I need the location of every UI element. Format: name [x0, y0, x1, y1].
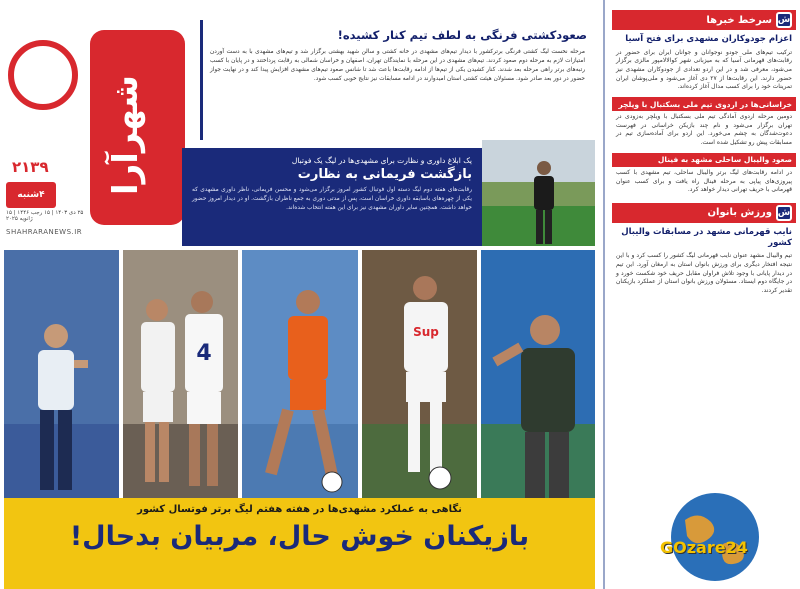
masthead [0, 0, 200, 250]
main-headline: بازیکنان خوش حال، مربیان بدحال! [69, 521, 530, 552]
main-headline-kicker: نگاهی به عملکرد مشهدی‌ها در هفته هفتم لیگ برتر فوتسال کشور [137, 504, 462, 515]
column-divider [603, 0, 605, 589]
person-silhouette [530, 158, 558, 246]
photo-coach-left [4, 250, 119, 498]
weekday-badge: ۴شنبه [6, 182, 56, 208]
orange-player-figure [260, 286, 350, 496]
main-headline-banner [4, 498, 595, 589]
women-sports-header [612, 203, 796, 223]
sidebar-item-volleyball-body: در ادامه رقابت‌های لیگ برتر والیبال ساحلی، تیم مشهدی با کسب پیروزی‌های پیاپی به مرحله فینال راه یافت و برای کسب عنوان قهرمانی با حریف تهرانی دیدار خواهد کرد. [616, 168, 792, 194]
photo-white-player [362, 250, 477, 498]
sidebar-item-judo-body: ترکیب تیم‌های ملی جودو نوجوانان و جوانان ایران برای حضور در رقابت‌های قهرمانی آسیا که به میزبانی شهر کوالالامپور مالزی برگزار می‌شود، معرفی شد و در این اردو تعدادی از جودوکاران مشهدی نیز حضور دارند. این رقابت‌ها از ۲۷ دی آغاز می‌شود و ملی‌پوشان ایران تمرینات خود را برای کسب مدال آغاز کرده‌اند. [616, 48, 792, 91]
sidebar-item-basketball-body: دومین مرحله اردوی آمادگی تیم ملی بسکتبال با ویلچر به‌زودی در تهران برگزار می‌شود و نام چند بازیکن خراسانی در فهرست دعوت‌شدگان به چشم می‌خورد. این اردو برای آماده‌سازی تیم در مسابقات پیش رو تشکیل شده است. [616, 113, 792, 147]
logo-wordmark: شهرآرا [106, 75, 146, 195]
sidebar-header-label: سرخط خبرها [706, 14, 772, 26]
referee-story-banner [182, 148, 482, 246]
women-sports-header-label: ورزش بانوان [707, 207, 772, 219]
issue-number: ۲۱۳۹ [12, 158, 49, 176]
watermark-text: GOzare24 [660, 538, 748, 557]
photo-celebrating-players [123, 250, 238, 498]
sidebar-item-basketball-title: خراسانی‌ها در اردوی تیم ملی بسکتبال با ویلچر [612, 97, 796, 111]
newspaper-logo [80, 10, 195, 240]
referee-story-kicker: یک ابلاغ داوری و نظارت برای مشهدی‌ها در لیگ یک فوتبال [291, 156, 472, 165]
svg-text:Sup: Sup [412, 325, 439, 339]
photo-coach-right [481, 250, 595, 498]
sidebar-header [612, 10, 796, 30]
referee-story-body: رقابت‌های هفته دوم لیگ دسته اول فوتبال کشور امروز برگزار می‌شود و محسن فریمانی، ناظر داوری مشهدی که یکی از چهره‌های باسابقه داوری خراسان است، پس از مدتی دوری به جمع ناظران بازگشت. او در دیدار امروز حضور خواهد داشت. همچنین سایر داوران مشهدی نیز برای این هفته انتخاب شده‌اند. [192, 187, 472, 211]
logo-circle-mark [8, 40, 78, 110]
coach-figure [18, 320, 88, 495]
top-story-headline: صعودکشتی فرنگی به لطف تیم کنار کشیده! [337, 28, 587, 42]
site-url: SHAHRARANEWS.IR [6, 228, 83, 236]
sidebar-item-judo-title: اعزام جودوکاران مشهدی برای فتح آسیا [625, 34, 792, 44]
players-group [127, 280, 237, 495]
top-story-body: مرحله نخست لیگ کشتی فرنگی برترکشور با دیدار تیم‌های مشهدی در خانه کشتی و سالن شهید بهشتی برگزار شد و تیم‌های مشهدی با به دست آوردن امتیازات لازم به مرحله دوم صعود کردند. تیم‌های مشهدی در این مرحله با نمایندگان تهران، اصفهان و خراسان شمالی به رقابت پرداختند و در پایان با کسب رتبه‌های برتر راهی مرحله بعد شدند. کنار کشیدن یکی از تیم‌ها از ادامه رقابت‌ها باعث شد تا شانس صعود تیم‌های مشهدی افزایش پیدا کند و در نهایت جواز حضور در دور بعد صادر شود. مسئولان هیئت کشتی استان امیدوارند در ادامه مسابقات نیز نتایج خوبی کسب شود. [210, 49, 585, 82]
women-item-body: تیم والیبال مشهد عنوان نایب قهرمانی لیگ کشور را کسب کرد و با این نتیجه افتخار دیگری برای ورزش بانوان استان به ارمغان آورد. این تیم در دیدار پایانی با وجود تلاش فراوان مقابل حریف خود شکست خورد و در جایگاه دوم ایستاد. مسئولان ورزش بانوان استان از عملکرد بازیکنان تقدیر کردند. [616, 252, 792, 294]
white-player-figure [380, 270, 470, 495]
photo-orange-player [242, 250, 357, 498]
referee-story-headline: بازگشت فریمانی به نظارت [297, 167, 472, 182]
top-story [200, 28, 595, 148]
shahrara-mini-icon: ش [776, 12, 792, 28]
futsal-photo-strip [4, 250, 595, 498]
svg-text:4: 4 [196, 341, 212, 366]
referee-photo [482, 140, 595, 246]
shahrara-mini-icon: ش [776, 205, 792, 221]
coach-gesturing-figure [487, 310, 592, 498]
sidebar-item-volleyball-title: صعود والیبال ساحلی مشهد به فینال [612, 153, 796, 167]
women-item-title: نایب قهرمانی مشهد در مسابقات والیبال کشور [621, 226, 792, 248]
issue-date: ۲۵ دی ۱۴۰۳ | ۱۵ رجب ۱۴۴۶ | ۱۵ ژانویه ۲۰۲۵ [6, 210, 84, 222]
